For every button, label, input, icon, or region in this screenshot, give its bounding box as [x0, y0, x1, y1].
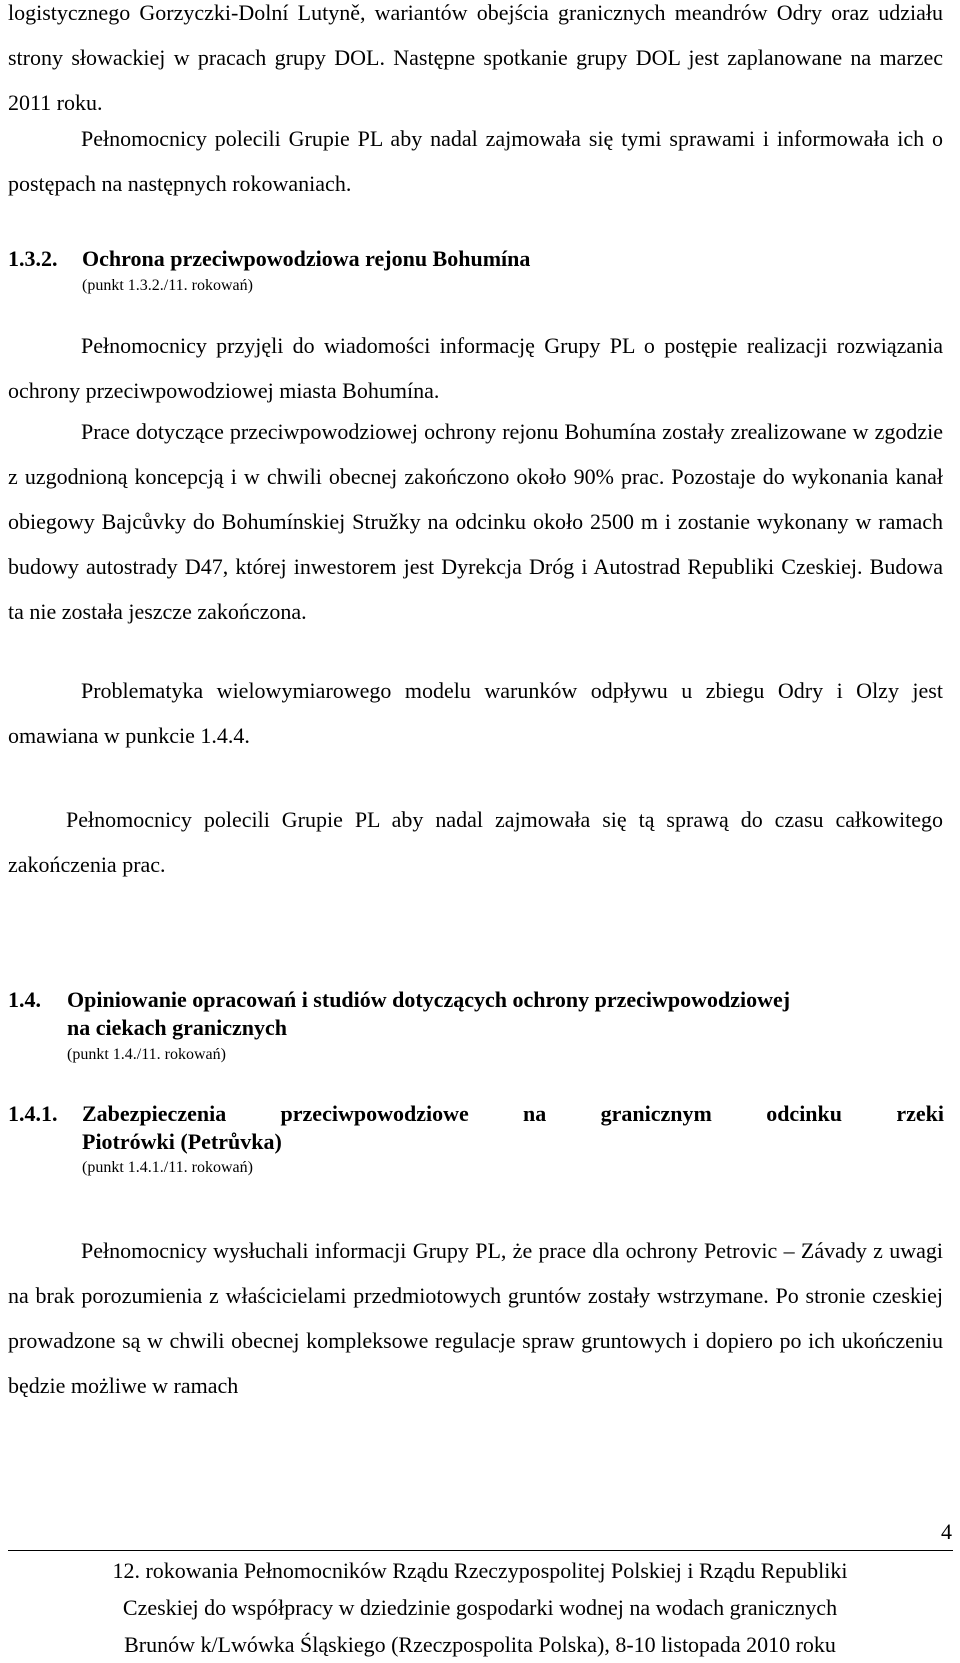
- section-1-4-title-line-2: na ciekach granicznych: [67, 1015, 287, 1040]
- section-1-4-1-reference: (punkt 1.4.1./11. rokowań): [82, 1159, 253, 1176]
- footer-line-3: Brunów k/Lwówka Śląskiego (Rzeczpospolita Polska), 8-10 listopada 2010 roku: [124, 1632, 836, 1657]
- section-1-4-1-paragraph-1: Pełnomocnicy wysłuchali informacji Grupy PL, że prace dla ochrony Petrovic – Závady z uwagi na brak porozumienia z właścicielami przedmiotowych gruntów zostały wstrzymane. Po stronie czeskiej prowadzone są w chwili obecnej kompleksowe regulacje spraw gruntowych i dopiero po ich ukończeniu będzie możliwe w ramach: [8, 1238, 943, 1398]
- section-1-3-2-paragraph-1: Pełnomocnicy przyjęli do wiadomości informację Grupy PL o postępie realizacji rozwiązania ochrony przeciwpowodziowej miasta Bohumína.: [8, 333, 943, 403]
- section-1-3-2-paragraph-2: Prace dotyczące przeciwpowodziowej ochrony rejonu Bohumína zostały zrealizowane w zgodzie z uzgodnioną koncepcją i w chwili obecnej zakończono około 90% prac. Pozostaje do wykonania kanał obiegowy Bajcůvky do Bohumínskiej Stružky na odcinku około 2500 m i zostanie wykonany w ramach budowy autostrady D47, której inwestorem jest Dyrekcja Dróg i Autostrad Republiki Czeskiej. Budowa ta nie została jeszcze zakończona.: [8, 419, 943, 624]
- section-1-4-1-title-line-2: Piotrówki (Petrůvka): [82, 1129, 282, 1154]
- section-1-4-title-line-1: Opiniowanie opracowań i studiów dotyczących ochrony przeciwpowodziowej: [67, 987, 791, 1012]
- section-1-3-2-paragraph-3: Problematyka wielowymiarowego modelu warunków odpływu u zbiegu Odry i Olzy jest omawiana w punkcie 1.4.4.: [8, 678, 943, 748]
- section-1-4-1-number: 1.4.1.: [8, 1101, 58, 1126]
- section-1-3-2-title: Ochrona przeciwpowodziowa rejonu Bohumína: [82, 246, 531, 271]
- section-1-3-2-paragraph-4: Pełnomocnicy polecili Grupie PL aby nadal zajmowała się tą sprawą do czasu całkowitego zakończenia prac.: [8, 807, 943, 877]
- section-1-3-2-reference: (punkt 1.3.2./11. rokowań): [82, 277, 253, 294]
- section-1-4-number: 1.4.: [8, 987, 41, 1012]
- section-1-4-reference: (punkt 1.4./11. rokowań): [67, 1046, 226, 1063]
- page-number: 4: [941, 1519, 952, 1544]
- footer: [0, 1552, 960, 1663]
- section-1-4-1-title-line-1: Zabezpieczenia przeciwpowodziowe na granicznym odcinku rzeki: [82, 1101, 944, 1126]
- footer-line-1: 12. rokowania Pełnomocników Rządu Rzeczypospolitej Polskiej i Rządu Republiki: [112, 1558, 848, 1583]
- intro-recommendation-paragraph: Pełnomocnicy polecili Grupie PL aby nadal zajmowała się tymi sprawami i informowała ich o postępach na następnych rokowaniach.: [8, 126, 943, 196]
- intro-paragraph: logistycznego Gorzyczki-Dolní Lutyně, wariantów obejścia granicznych meandrów Odry oraz udziału strony słowackiej w pracach grupy DOL. Następne spotkanie grupy DOL jest zaplanowane na marzec 2011 roku.: [8, 0, 943, 115]
- footer-line-2: Czeskiej do współpracy w dziedzinie gospodarki wodnej na wodach granicznych: [122, 1595, 838, 1620]
- footer-divider: [8, 1550, 953, 1551]
- section-1-3-2-number: 1.3.2.: [8, 246, 58, 271]
